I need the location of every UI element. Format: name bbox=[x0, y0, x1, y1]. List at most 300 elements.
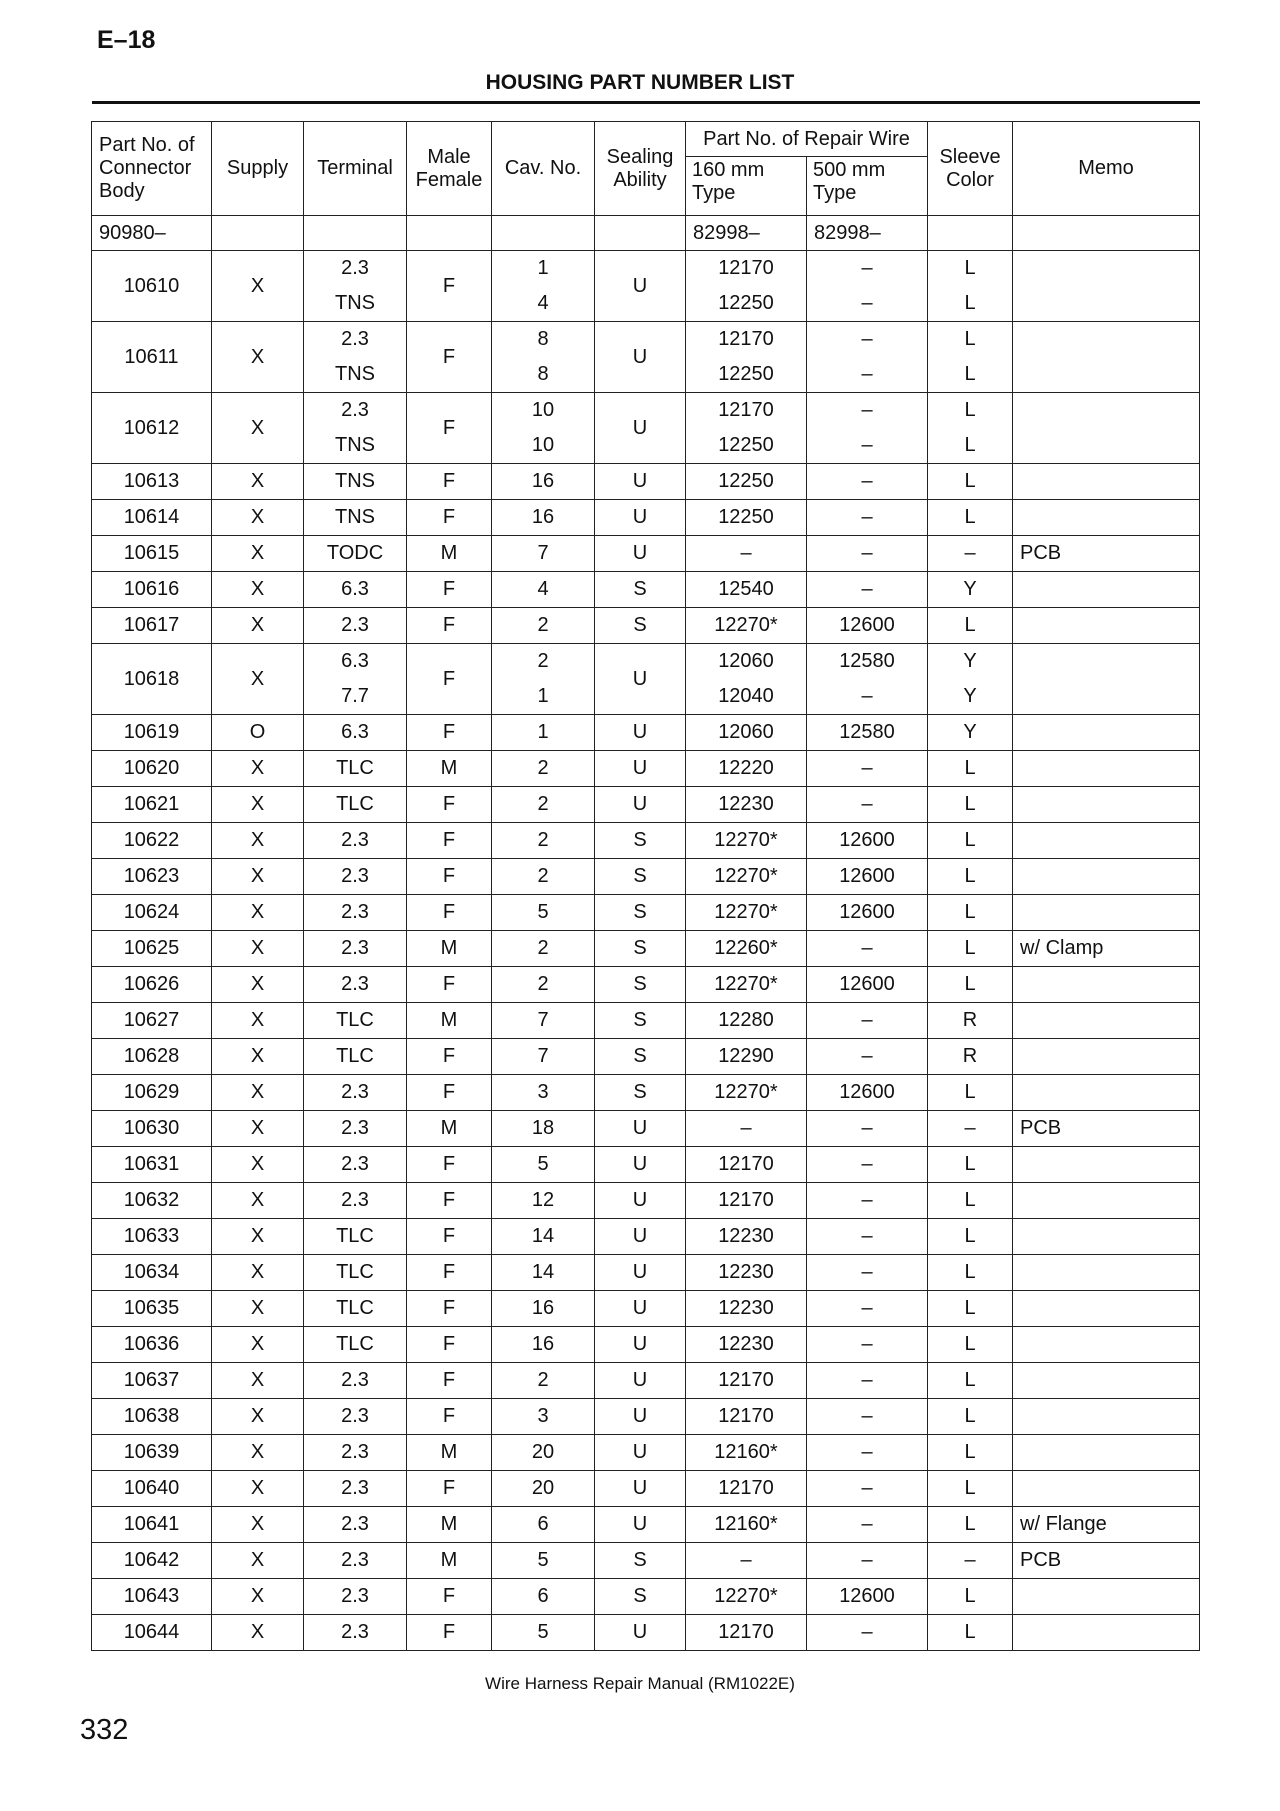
memo-cell-value bbox=[1020, 1327, 1199, 1362]
wire-500mm-cell-line: – bbox=[861, 1333, 873, 1355]
memo-cell bbox=[1013, 251, 1200, 322]
supply-cell-value: X bbox=[250, 1297, 265, 1319]
prefix-row bbox=[92, 216, 1200, 251]
memo-cell bbox=[1013, 536, 1200, 572]
empty-cell bbox=[492, 216, 595, 251]
memo-cell bbox=[1013, 1183, 1200, 1219]
sealing-cell-value: S bbox=[633, 865, 647, 887]
cav-no-cell-line: 10 bbox=[531, 434, 555, 456]
memo-cell-value bbox=[1020, 859, 1199, 894]
wire-500mm-cell bbox=[807, 895, 928, 931]
header-supply: Supply bbox=[212, 122, 304, 216]
terminal-cell bbox=[304, 251, 407, 322]
wire-160mm-cell-line: 12260* bbox=[714, 937, 778, 959]
memo-cell-value bbox=[1020, 464, 1199, 499]
wire-160mm-cell bbox=[686, 1219, 807, 1255]
sealing-cell bbox=[595, 1615, 686, 1651]
wire-500mm-cell bbox=[807, 536, 928, 572]
sealing-cell bbox=[595, 608, 686, 644]
table-row bbox=[92, 1147, 1200, 1183]
supply-cell bbox=[212, 464, 304, 500]
memo-cell bbox=[1013, 393, 1200, 464]
memo-cell bbox=[1013, 1399, 1200, 1435]
wire-160mm-cell-line: 12230 bbox=[718, 1297, 774, 1319]
sealing-cell bbox=[595, 1075, 686, 1111]
sealing-cell-value: U bbox=[632, 1261, 648, 1283]
supply-cell bbox=[212, 859, 304, 895]
sealing-cell-value: U bbox=[632, 667, 648, 690]
table-row bbox=[92, 1111, 1200, 1147]
wire-160mm-cell bbox=[686, 1039, 807, 1075]
sleeve-color-cell-line: L bbox=[964, 1621, 976, 1643]
male-female-cell bbox=[407, 464, 492, 500]
wire-160mm-cell-line: 12270* bbox=[714, 1081, 778, 1103]
sleeve-color-cell-line: L bbox=[964, 470, 976, 492]
cav-no-cell-line: 4 bbox=[537, 292, 549, 314]
terminal-cell bbox=[304, 967, 407, 1003]
memo-cell-value bbox=[1020, 1615, 1199, 1650]
sealing-cell bbox=[595, 1219, 686, 1255]
terminal-cell-line: 2.3 bbox=[341, 257, 369, 279]
prefix-160mm: 82998– bbox=[686, 216, 807, 251]
empty-cell bbox=[928, 216, 1013, 251]
wire-500mm-cell-line: – bbox=[861, 1441, 873, 1463]
cav-no-cell bbox=[492, 787, 595, 823]
supply-cell-value: X bbox=[250, 1405, 265, 1427]
sleeve-color-cell-line: L bbox=[964, 1189, 976, 1211]
terminal-cell-line: 2.3 bbox=[341, 829, 369, 851]
terminal-cell bbox=[304, 751, 407, 787]
sleeve-color-cell-line: L bbox=[964, 1477, 976, 1499]
sealing-cell bbox=[595, 1399, 686, 1435]
supply-cell-value: X bbox=[250, 1621, 265, 1643]
wire-160mm-cell bbox=[686, 1435, 807, 1471]
part-no-cell-value: 10642 bbox=[123, 1549, 180, 1571]
sleeve-color-cell bbox=[928, 644, 1013, 715]
cav-no-cell bbox=[492, 1363, 595, 1399]
wire-160mm-cell bbox=[686, 1291, 807, 1327]
cav-no-cell bbox=[492, 572, 595, 608]
supply-cell-value: X bbox=[250, 416, 265, 439]
wire-500mm-cell-line: 12600 bbox=[839, 1585, 895, 1607]
part-no-cell-value: 10635 bbox=[123, 1297, 180, 1319]
table-row bbox=[92, 1579, 1200, 1615]
terminal-cell bbox=[304, 1363, 407, 1399]
wire-160mm-cell-line: 12540 bbox=[718, 578, 774, 600]
terminal-cell bbox=[304, 322, 407, 393]
wire-500mm-cell-line: – bbox=[861, 1225, 873, 1247]
sealing-cell-value: U bbox=[632, 1117, 648, 1139]
table-row bbox=[92, 931, 1200, 967]
memo-cell-value bbox=[1020, 1183, 1199, 1218]
male-female-cell-value: M bbox=[440, 1441, 458, 1463]
sealing-cell-value: U bbox=[632, 793, 648, 815]
memo-cell bbox=[1013, 823, 1200, 859]
sealing-cell-value: S bbox=[633, 973, 647, 995]
sleeve-color-cell bbox=[928, 1507, 1013, 1543]
cav-no-cell bbox=[492, 1471, 595, 1507]
memo-cell-value bbox=[1020, 1579, 1199, 1614]
sealing-cell bbox=[595, 1327, 686, 1363]
wire-160mm-cell-line: 12060 bbox=[718, 721, 774, 743]
sleeve-color-cell-line: L bbox=[964, 1261, 976, 1283]
table-row bbox=[92, 1507, 1200, 1543]
terminal-cell-line: 2.3 bbox=[341, 1081, 369, 1103]
memo-cell-value bbox=[1020, 715, 1199, 750]
supply-cell-value: X bbox=[250, 578, 265, 600]
table-row bbox=[92, 895, 1200, 931]
terminal-cell bbox=[304, 1255, 407, 1291]
part-no-cell bbox=[92, 1435, 212, 1471]
sleeve-color-cell-line: Y bbox=[963, 721, 977, 743]
sleeve-color-cell bbox=[928, 1291, 1013, 1327]
male-female-cell bbox=[407, 251, 492, 322]
male-female-cell bbox=[407, 322, 492, 393]
table-row bbox=[92, 536, 1200, 572]
table-row bbox=[92, 1363, 1200, 1399]
memo-cell-value bbox=[1020, 1435, 1199, 1470]
male-female-cell bbox=[407, 1435, 492, 1471]
terminal-cell-line: 2.3 bbox=[341, 1405, 369, 1427]
terminal-cell-line: 2.3 bbox=[341, 901, 369, 923]
wire-160mm-cell bbox=[686, 1327, 807, 1363]
wire-160mm-cell bbox=[686, 1183, 807, 1219]
cav-no-cell-line: 1 bbox=[537, 685, 549, 707]
supply-cell bbox=[212, 251, 304, 322]
male-female-cell-value: F bbox=[442, 1045, 456, 1067]
part-no-cell-value: 10621 bbox=[123, 793, 180, 815]
male-female-cell-value: F bbox=[442, 1153, 456, 1175]
sleeve-color-cell bbox=[928, 500, 1013, 536]
wire-500mm-cell bbox=[807, 1435, 928, 1471]
wire-500mm-cell-line: – bbox=[861, 434, 873, 456]
table-row bbox=[92, 1291, 1200, 1327]
memo-cell bbox=[1013, 322, 1200, 393]
wire-160mm-cell-line: 12230 bbox=[718, 1261, 774, 1283]
sealing-cell-value: U bbox=[632, 274, 648, 297]
cav-no-cell-line: 10 bbox=[531, 399, 555, 421]
sleeve-color-cell-line: R bbox=[962, 1009, 978, 1031]
supply-cell bbox=[212, 1615, 304, 1651]
terminal-cell bbox=[304, 715, 407, 751]
sealing-cell bbox=[595, 1543, 686, 1579]
sealing-cell bbox=[595, 1471, 686, 1507]
header-sealing-ability: Sealing Ability bbox=[595, 122, 686, 216]
sleeve-color-cell-line: L bbox=[964, 1369, 976, 1391]
wire-500mm-cell-line: 12600 bbox=[839, 973, 895, 995]
male-female-cell-value: M bbox=[440, 542, 458, 564]
memo-cell-value bbox=[1020, 1039, 1199, 1074]
wire-500mm-cell bbox=[807, 1111, 928, 1147]
terminal-cell-line: 2.3 bbox=[341, 328, 369, 350]
sleeve-color-cell bbox=[928, 895, 1013, 931]
terminal-cell-line: 2.3 bbox=[341, 1153, 369, 1175]
sleeve-color-cell bbox=[928, 1471, 1013, 1507]
part-no-cell-value: 10641 bbox=[123, 1513, 180, 1535]
male-female-cell bbox=[407, 751, 492, 787]
cav-no-cell-line: 2 bbox=[537, 793, 549, 815]
cav-no-cell-line: 12 bbox=[531, 1189, 555, 1211]
part-no-cell-value: 10643 bbox=[123, 1585, 180, 1607]
sleeve-color-cell-line: L bbox=[964, 1081, 976, 1103]
sealing-cell bbox=[595, 644, 686, 715]
part-no-cell bbox=[92, 1075, 212, 1111]
supply-cell-value: X bbox=[250, 1045, 265, 1067]
sealing-cell-value: S bbox=[633, 829, 647, 851]
male-female-cell bbox=[407, 393, 492, 464]
male-female-cell bbox=[407, 1471, 492, 1507]
wire-500mm-cell bbox=[807, 464, 928, 500]
wire-500mm-cell-line: – bbox=[861, 1045, 873, 1067]
wire-500mm-cell-line: 12600 bbox=[839, 614, 895, 636]
sleeve-color-cell-line: L bbox=[964, 901, 976, 923]
sleeve-color-cell-line: L bbox=[964, 363, 976, 385]
table-row bbox=[92, 251, 1200, 322]
sealing-cell-value: U bbox=[632, 470, 648, 492]
wire-160mm-cell-line: 12270* bbox=[714, 829, 778, 851]
sealing-cell bbox=[595, 1507, 686, 1543]
memo-cell bbox=[1013, 1291, 1200, 1327]
part-no-cell bbox=[92, 1615, 212, 1651]
wire-160mm-cell bbox=[686, 1615, 807, 1651]
sleeve-color-cell bbox=[928, 1363, 1013, 1399]
male-female-cell bbox=[407, 536, 492, 572]
male-female-cell bbox=[407, 644, 492, 715]
terminal-cell-line: 2.3 bbox=[341, 1369, 369, 1391]
male-female-cell-value: F bbox=[442, 793, 456, 815]
cav-no-cell bbox=[492, 1075, 595, 1111]
part-no-cell bbox=[92, 1579, 212, 1615]
male-female-cell-value: F bbox=[442, 416, 456, 439]
sleeve-color-cell bbox=[928, 1255, 1013, 1291]
memo-cell bbox=[1013, 464, 1200, 500]
cav-no-cell bbox=[492, 1039, 595, 1075]
table-row bbox=[92, 1003, 1200, 1039]
part-no-cell-value: 10618 bbox=[123, 667, 180, 690]
sealing-cell bbox=[595, 1255, 686, 1291]
male-female-cell bbox=[407, 931, 492, 967]
terminal-cell bbox=[304, 1507, 407, 1543]
terminal-cell-line: 2.3 bbox=[341, 1585, 369, 1607]
cav-no-cell bbox=[492, 1003, 595, 1039]
wire-500mm-cell-line: 12580 bbox=[839, 650, 895, 672]
supply-cell-value: X bbox=[250, 793, 265, 815]
wire-160mm-cell bbox=[686, 608, 807, 644]
table-row bbox=[92, 787, 1200, 823]
supply-cell-value: X bbox=[250, 937, 265, 959]
part-no-cell bbox=[92, 823, 212, 859]
male-female-cell-value: F bbox=[442, 578, 456, 600]
male-female-cell bbox=[407, 1399, 492, 1435]
terminal-cell bbox=[304, 1111, 407, 1147]
empty-cell bbox=[595, 216, 686, 251]
table-row bbox=[92, 322, 1200, 393]
terminal-cell-line: 2.3 bbox=[341, 865, 369, 887]
part-no-cell-value: 10613 bbox=[123, 470, 180, 492]
wire-160mm-cell-line: 12170 bbox=[718, 1621, 774, 1643]
sleeve-color-cell bbox=[928, 967, 1013, 1003]
sleeve-color-cell-line: L bbox=[964, 399, 976, 421]
part-no-cell-value: 10637 bbox=[123, 1369, 180, 1391]
sealing-cell bbox=[595, 715, 686, 751]
sealing-cell-value: U bbox=[632, 721, 648, 743]
part-no-cell bbox=[92, 1291, 212, 1327]
sleeve-color-cell bbox=[928, 1435, 1013, 1471]
terminal-cell-line: TLC bbox=[336, 1333, 374, 1355]
sleeve-color-cell-line: L bbox=[964, 973, 976, 995]
sleeve-color-cell bbox=[928, 1615, 1013, 1651]
sleeve-color-cell bbox=[928, 1543, 1013, 1579]
sealing-cell bbox=[595, 787, 686, 823]
table-body bbox=[92, 216, 1200, 1651]
part-no-cell bbox=[92, 251, 212, 322]
sleeve-color-cell-line: L bbox=[964, 1405, 976, 1427]
wire-500mm-cell-line: – bbox=[861, 1117, 873, 1139]
supply-cell-value: X bbox=[250, 1333, 265, 1355]
male-female-cell bbox=[407, 1291, 492, 1327]
male-female-cell-value: F bbox=[442, 470, 456, 492]
wire-160mm-cell bbox=[686, 644, 807, 715]
supply-cell-value: X bbox=[250, 1369, 265, 1391]
sleeve-color-cell-line: Y bbox=[963, 578, 977, 600]
section-code: E–18 bbox=[97, 26, 156, 54]
sleeve-color-cell bbox=[928, 859, 1013, 895]
empty-cell bbox=[407, 216, 492, 251]
wire-500mm-cell-line: – bbox=[861, 937, 873, 959]
cav-no-cell-line: 4 bbox=[537, 578, 549, 600]
terminal-cell bbox=[304, 931, 407, 967]
sleeve-color-cell-line: L bbox=[964, 328, 976, 350]
table-row bbox=[92, 464, 1200, 500]
male-female-cell-value: F bbox=[442, 1369, 456, 1391]
cav-no-cell bbox=[492, 1111, 595, 1147]
part-no-cell bbox=[92, 536, 212, 572]
part-no-cell-value: 10636 bbox=[123, 1333, 180, 1355]
supply-cell-value: X bbox=[250, 667, 265, 690]
sleeve-color-cell bbox=[928, 1183, 1013, 1219]
wire-500mm-cell bbox=[807, 1507, 928, 1543]
sealing-cell-value: U bbox=[632, 1369, 648, 1391]
memo-cell-value: w/ Flange bbox=[1020, 1513, 1107, 1535]
male-female-cell-value: F bbox=[442, 667, 456, 690]
memo-cell bbox=[1013, 967, 1200, 1003]
table-row bbox=[92, 1399, 1200, 1435]
part-no-cell-value: 10617 bbox=[123, 614, 180, 636]
part-no-cell-value: 10615 bbox=[123, 542, 180, 564]
male-female-cell bbox=[407, 1075, 492, 1111]
terminal-cell bbox=[304, 823, 407, 859]
wire-500mm-cell-line: – bbox=[861, 1477, 873, 1499]
terminal-cell bbox=[304, 1471, 407, 1507]
wire-160mm-cell bbox=[686, 464, 807, 500]
male-female-cell bbox=[407, 787, 492, 823]
page-title: HOUSING PART NUMBER LIST bbox=[485, 71, 795, 94]
header-part-no-body: Part No. of Connector Body bbox=[92, 122, 212, 216]
wire-160mm-cell-line: 12250 bbox=[718, 363, 774, 385]
terminal-cell bbox=[304, 1075, 407, 1111]
male-female-cell-value: F bbox=[442, 1189, 456, 1211]
sleeve-color-cell bbox=[928, 1039, 1013, 1075]
table-row bbox=[92, 1255, 1200, 1291]
terminal-cell bbox=[304, 572, 407, 608]
wire-500mm-cell-line: 12600 bbox=[839, 901, 895, 923]
part-no-cell bbox=[92, 1219, 212, 1255]
sleeve-color-cell-line: Y bbox=[963, 650, 977, 672]
cav-no-cell-line: 7 bbox=[537, 1009, 549, 1031]
cav-no-cell-line: 2 bbox=[537, 865, 549, 887]
cav-no-cell-line: 2 bbox=[537, 829, 549, 851]
memo-cell-value bbox=[1020, 1471, 1199, 1506]
cav-no-cell-line: 18 bbox=[531, 1117, 555, 1139]
wire-160mm-cell-line: 12270* bbox=[714, 1585, 778, 1607]
part-no-cell bbox=[92, 572, 212, 608]
part-no-cell-value: 10638 bbox=[123, 1405, 180, 1427]
part-no-cell-value: 10644 bbox=[123, 1621, 180, 1643]
sealing-cell bbox=[595, 500, 686, 536]
male-female-cell-value: F bbox=[442, 274, 456, 297]
sleeve-color-cell-line: L bbox=[964, 937, 976, 959]
memo-cell bbox=[1013, 572, 1200, 608]
wire-500mm-cell-line: – bbox=[861, 1513, 873, 1535]
wire-500mm-cell bbox=[807, 1255, 928, 1291]
supply-cell bbox=[212, 895, 304, 931]
supply-cell bbox=[212, 823, 304, 859]
wire-160mm-cell-line: 12160* bbox=[714, 1441, 778, 1463]
sleeve-color-cell bbox=[928, 823, 1013, 859]
cav-no-cell-line: 3 bbox=[537, 1081, 549, 1103]
supply-cell-value: X bbox=[250, 901, 265, 923]
male-female-cell-value: F bbox=[442, 1621, 456, 1643]
supply-cell-value: X bbox=[250, 1153, 265, 1175]
memo-cell bbox=[1013, 1003, 1200, 1039]
supply-cell bbox=[212, 967, 304, 1003]
terminal-cell-line: 2.3 bbox=[341, 1621, 369, 1643]
wire-160mm-cell bbox=[686, 536, 807, 572]
sealing-cell-value: U bbox=[632, 1225, 648, 1247]
supply-cell bbox=[212, 393, 304, 464]
sealing-cell bbox=[595, 1003, 686, 1039]
cav-no-cell-line: 2 bbox=[537, 614, 549, 636]
sealing-cell-value: S bbox=[633, 901, 647, 923]
terminal-cell-line: TLC bbox=[336, 1261, 374, 1283]
wire-500mm-cell-line: – bbox=[861, 506, 873, 528]
memo-cell-value bbox=[1020, 1003, 1199, 1038]
terminal-cell-line: TLC bbox=[336, 793, 374, 815]
wire-160mm-cell-line: 12270* bbox=[714, 973, 778, 995]
sealing-cell-value: U bbox=[632, 416, 648, 439]
part-no-cell-value: 10630 bbox=[123, 1117, 180, 1139]
table-row bbox=[92, 1327, 1200, 1363]
supply-cell-value: X bbox=[250, 829, 265, 851]
wire-500mm-cell bbox=[807, 1471, 928, 1507]
cav-no-cell-line: 2 bbox=[537, 937, 549, 959]
male-female-cell-value: F bbox=[442, 973, 456, 995]
table-row bbox=[92, 1075, 1200, 1111]
terminal-cell bbox=[304, 895, 407, 931]
table-row bbox=[92, 715, 1200, 751]
supply-cell bbox=[212, 1543, 304, 1579]
sleeve-color-cell bbox=[928, 536, 1013, 572]
memo-cell-value: w/ Clamp bbox=[1020, 937, 1104, 959]
cav-no-cell bbox=[492, 322, 595, 393]
wire-160mm-cell bbox=[686, 1399, 807, 1435]
terminal-cell bbox=[304, 787, 407, 823]
sealing-cell bbox=[595, 859, 686, 895]
memo-cell bbox=[1013, 644, 1200, 715]
male-female-cell bbox=[407, 895, 492, 931]
wire-160mm-cell bbox=[686, 931, 807, 967]
male-female-cell-value: F bbox=[442, 829, 456, 851]
